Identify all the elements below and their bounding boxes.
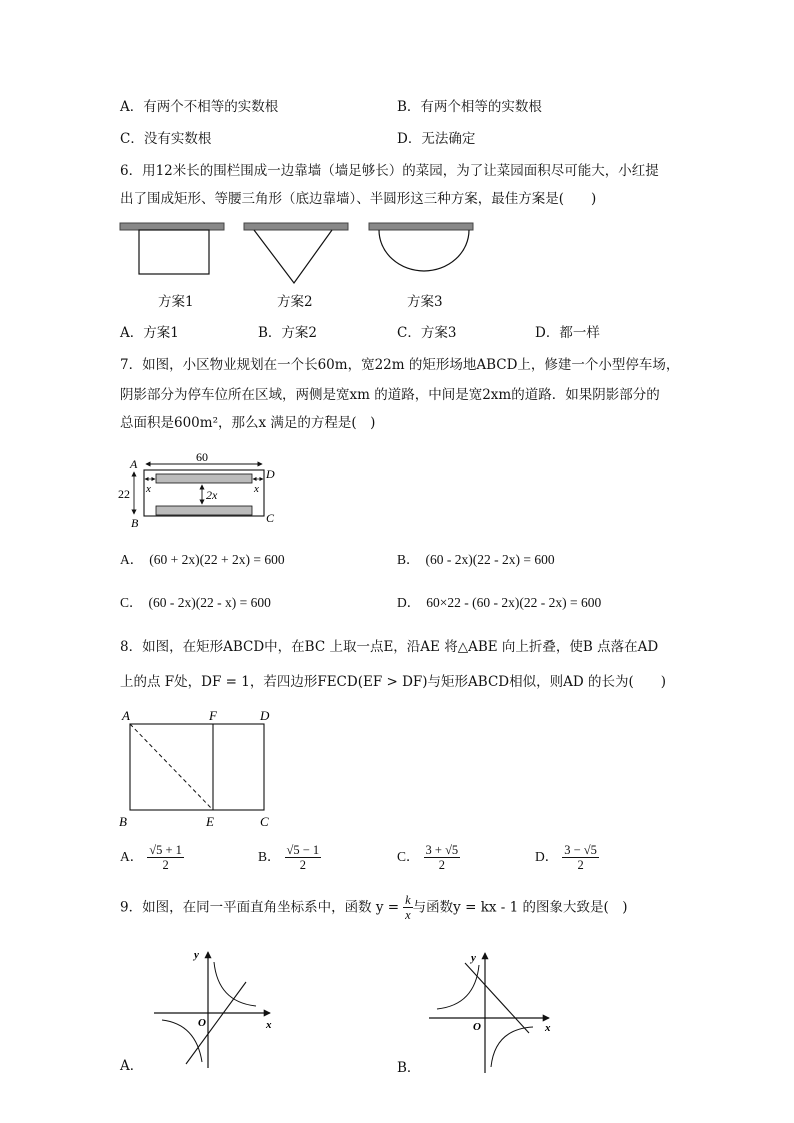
q6-option-d: D．都一样 [535,325,600,341]
q7-option-d-label: D． [397,595,421,610]
line-graph [186,982,246,1064]
rect-ABCD [130,724,264,810]
q8-option-c [397,843,460,873]
q8-option-d-fraction [562,843,599,873]
q9-fraction-k-over-x [403,893,413,923]
q7-option-c-equation: (60 - 2x)(22 - x) = 600 [148,595,271,610]
q8-text-line2: 上的点 F处，DF = 1，若四边形FECD(EF > DF)与矩形ABCD相似，则AD 的长为( ) [120,674,667,690]
rectangle-shape [139,230,209,274]
q6-figure-plan2 [242,222,352,292]
q8-option-a [120,843,184,873]
q8-option-d-label: D． [535,848,559,864]
q6-figure-plan1 [118,222,228,282]
label-C: C [266,511,275,525]
q7-option-b-label: B． [397,552,420,567]
q9-graph-a [150,940,280,1070]
q8-option-a-denominator: 2 [162,858,169,873]
label-D: D [260,708,270,723]
q8-option-b-fraction [285,843,322,873]
q9-frac-num: k [405,893,411,907]
label-F: F [209,708,217,723]
q8-figure-rectangle [116,708,286,833]
q8-option-c-denominator: 2 [438,858,445,873]
label-E: E [206,814,214,829]
parking-bottom [156,506,252,515]
hyperbola-q1 [214,962,256,1006]
q8-option-a-label: A． [120,848,144,864]
q9-frac-den: x [405,908,411,923]
q5-option-d: D．无法确定 [397,131,476,147]
wall-bar [369,223,473,230]
hyperbola-q4 [491,1027,533,1067]
label-x-right: x [254,483,259,495]
triangle-shape [254,230,332,283]
wall-bar [120,223,224,230]
label-B: B [119,814,127,829]
q6-figure-plan3 [367,222,477,282]
q7-option-d-equation: 60×22 - (60 - 2x)(22 - 2x) = 600 [426,595,602,610]
q8-option-b-numerator: √5 − 1 [286,843,320,857]
q8-option-d [535,843,599,873]
parking-top [156,474,252,483]
q9-option-b: B． [397,1060,421,1076]
q7-option-b [397,548,555,568]
q7-option-c-label: C． [120,595,143,610]
label-origin: O [473,1021,481,1033]
label-x: x [266,1019,272,1031]
q7-option-a-label: A． [120,552,144,567]
label-60: 60 [196,450,208,464]
q5-option-c: C．没有实数根 [120,131,212,147]
label-22: 22 [118,487,130,501]
q7-option-a-equation: (60 + 2x)(22 + 2x) = 600 [149,552,285,567]
q6-fig3-label: 方案3 [407,294,443,310]
q6-option-b: B．方案2 [258,325,318,341]
q7-option-c [120,591,271,611]
q9-option-a: A． [120,1058,144,1074]
q7-text-line1: 7．如图，小区物业规划在一个长60m，宽22m 的矩形场地ABCD上，修建一个小型停车场， [120,357,680,373]
q8-option-b-label: B． [258,848,281,864]
q6-text-line2: 出了围成矩形、等腰三角形（底边靠墙）、半圆形这三种方案，最佳方案是( ) [120,191,597,207]
q8-option-b [258,843,321,873]
label-A: A [130,457,138,471]
q9-text-pre: 9．如图，在同一平面直角坐标系中，函数 y = [120,899,400,916]
label-y: y [194,949,199,961]
q8-option-d-denominator: 2 [577,858,584,873]
q7-figure-parking [116,448,286,533]
q7-option-a [120,548,285,568]
q7-text-line3: 总面积是600m²，那么x 满足的方程是( ) [120,415,376,431]
q8-option-d-numerator: 3 − √5 [564,843,597,857]
q8-text-line1: 8．如图，在矩形ABCD中，在BC 上取一点E，沿AE 将△ABE 向上折叠，使B 点落在AD [120,639,659,655]
label-origin: O [198,1017,206,1029]
q6-fig2-label: 方案2 [277,294,313,310]
q5-option-a: A．有两个不相等的实数根 [120,99,279,115]
label-C: C [260,814,269,829]
q6-option-c: C．方案3 [397,325,457,341]
q8-option-c-label: C． [397,848,420,864]
q9-text-post: 与函数y = kx - 1 的图象大致是( ) [412,899,628,916]
label-D: D [266,467,275,481]
q9-text [120,893,628,923]
label-B: B [131,516,139,530]
q8-option-c-fraction [424,843,461,873]
q7-option-d [397,591,601,611]
label-A: A [122,708,130,723]
q8-option-a-numerator: √5 + 1 [149,843,182,857]
q7-text-line2: 阴影部分为停车位所在区域，两侧是宽xm 的道路，中间是宽2xm的道路．如果阴影部分的 [120,387,660,403]
q8-option-c-numerator: 3 + √5 [425,843,459,857]
label-y: y [471,952,476,964]
wall-bar [244,223,348,230]
hyperbola-q3 [162,1020,202,1062]
q6-text-line1: 6．用12米长的围栏围成一边靠墙（墙足够长）的菜园，为了让菜园面积尽可能大，小红提 [120,163,659,179]
label-2x: 2x [206,488,218,502]
label-x: x [545,1022,551,1034]
q5-option-b: B．有两个相等的实数根 [397,99,542,115]
semicircle-shape [379,230,469,271]
q6-fig1-label: 方案1 [158,294,194,310]
q8-option-b-denominator: 2 [299,858,306,873]
q9-graph-b [425,945,555,1075]
segment-AE-dashed [130,724,213,810]
q7-option-b-equation: (60 - 2x)(22 - 2x) = 600 [425,552,555,567]
label-x-left: x [146,483,151,495]
q6-option-a: A．方案1 [120,325,179,341]
q8-option-a-fraction [147,843,184,873]
